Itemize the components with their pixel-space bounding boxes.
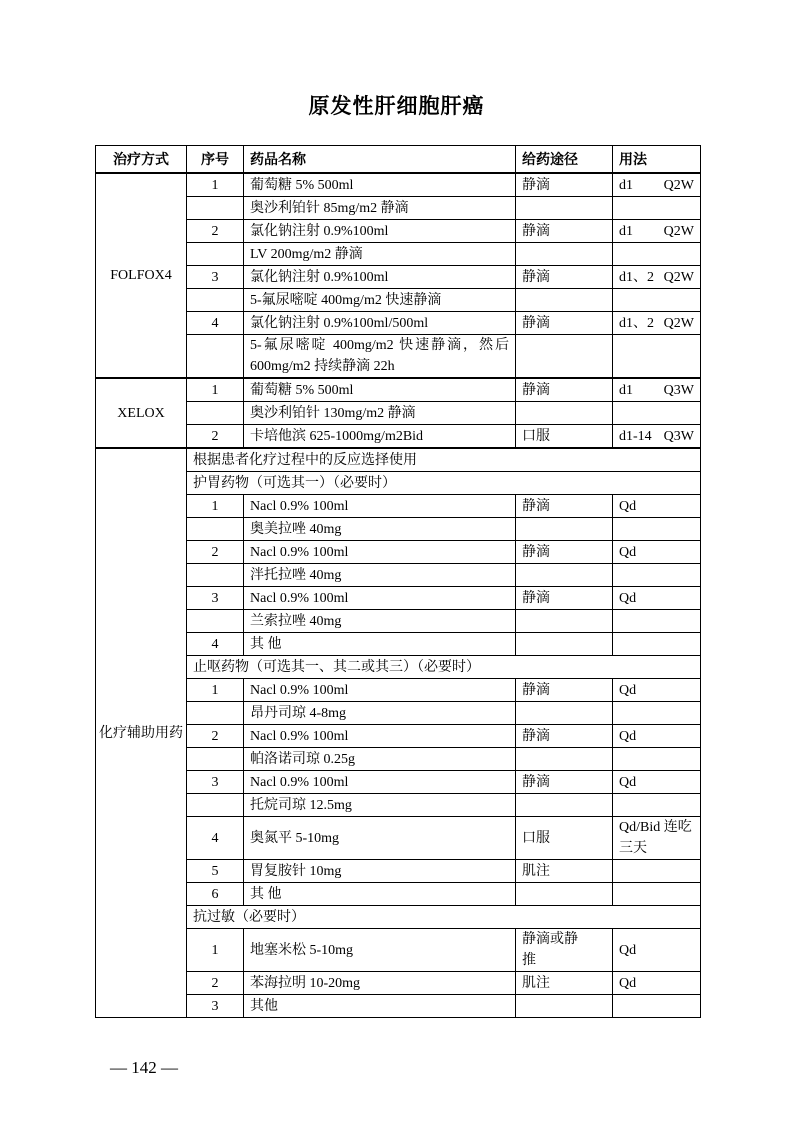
route-cell	[516, 335, 613, 379]
column-header-route: 给药途径	[516, 146, 613, 174]
table-row	[96, 587, 701, 610]
row-number-cell	[187, 243, 244, 266]
row-number-cell: 2	[187, 541, 244, 564]
usage-cell	[613, 794, 701, 817]
table-row	[96, 679, 701, 702]
route-cell	[516, 289, 613, 312]
row-number-cell: 4	[187, 817, 244, 860]
drug-name-cell: 兰索拉唑 40mg	[244, 610, 516, 633]
row-number-cell	[187, 402, 244, 425]
route-cell	[516, 312, 613, 335]
drug-name-cell: 其 他	[244, 883, 516, 906]
table-row	[96, 173, 701, 197]
drug-name-cell: 帕洛诺司琼 0.25g	[244, 748, 516, 771]
usage-text: d1、2	[619, 315, 654, 331]
route-cell	[516, 883, 613, 906]
route-text: 静滴	[522, 177, 550, 193]
drug-name-cell: 氯化钠注射 0.9%100ml/500ml	[244, 312, 516, 335]
drug-name-cell: 胃复胺针 10mg	[244, 860, 516, 883]
note-cell: 根据患者化疗过程中的反应选择使用	[187, 448, 701, 472]
column-header-number: 序号	[187, 146, 244, 174]
drug-name-cell: Nacl 0.9% 100ml	[244, 587, 516, 610]
header-row	[96, 146, 701, 174]
table-row	[96, 448, 701, 472]
route-cell	[516, 860, 613, 883]
usage-text: d1	[619, 177, 633, 193]
page-number: — 142 —	[110, 1058, 178, 1077]
table-row	[96, 883, 701, 906]
route-text: 静滴或静推	[522, 932, 578, 968]
usage-text: Q2W	[663, 315, 694, 331]
table-row	[96, 425, 701, 449]
route-cell	[516, 794, 613, 817]
usage-cell	[613, 860, 701, 883]
usage-cell: Qd/Bid 连吃三天	[613, 817, 701, 860]
row-number-cell: 3	[187, 587, 244, 610]
usage-text: Q3W	[663, 382, 694, 398]
usage-cell: Qd	[613, 495, 701, 518]
row-number-cell: 1	[187, 679, 244, 702]
drug-name-cell: 苯海拉明 10-20mg	[244, 972, 516, 995]
usage-cell: Qd	[613, 725, 701, 748]
row-number-cell: 3	[187, 771, 244, 794]
table-row	[96, 725, 701, 748]
route-cell	[516, 541, 613, 564]
table-row	[96, 564, 701, 587]
drug-name-cell: Nacl 0.9% 100ml	[244, 679, 516, 702]
table-row	[96, 610, 701, 633]
table-row	[96, 289, 701, 312]
drug-name-cell: Nacl 0.9% 100ml	[244, 541, 516, 564]
usage-cell: Qd	[613, 587, 701, 610]
route-text: 口服	[522, 428, 550, 444]
treatment-method-cell: 化疗辅助用药	[96, 448, 187, 1018]
drug-name-cell: 托烷司琼 12.5mg	[244, 794, 516, 817]
usage-text: d1	[619, 223, 633, 239]
usage-cell	[613, 402, 701, 425]
table-row	[96, 906, 701, 929]
table-row	[96, 702, 701, 725]
usage-text: Q2W	[663, 177, 694, 193]
usage-cell	[613, 173, 701, 197]
page-title: 原发性肝细胞肝癌	[308, 95, 485, 118]
table-row	[96, 266, 701, 289]
note-cell: 抗过敏（必要时）	[187, 906, 701, 929]
route-cell	[516, 972, 613, 995]
drug-name-cell: 地塞米松 5-10mg	[244, 929, 516, 972]
route-cell	[516, 995, 613, 1018]
table-row	[96, 402, 701, 425]
row-number-cell	[187, 794, 244, 817]
drug-name-cell: 氯化钠注射 0.9%100ml	[244, 266, 516, 289]
usage-cell	[613, 518, 701, 541]
route-text: 静滴	[522, 315, 550, 331]
usage-pair	[619, 221, 694, 242]
route-cell	[516, 817, 613, 860]
route-text: 静滴	[522, 682, 550, 698]
usage-text: d1-14	[619, 428, 652, 444]
drug-name-cell: 葡萄糖 5% 500ml	[244, 173, 516, 197]
drug-name-cell: 氯化钠注射 0.9%100ml	[244, 220, 516, 243]
table-row	[96, 312, 701, 335]
row-number-cell	[187, 197, 244, 220]
treatment-table	[95, 145, 701, 1018]
row-number-cell: 2	[187, 220, 244, 243]
table-row	[96, 220, 701, 243]
usage-cell	[613, 289, 701, 312]
usage-cell: Qd	[613, 972, 701, 995]
drug-name-cell: 奥氮平 5-10mg	[244, 817, 516, 860]
row-number-cell: 5	[187, 860, 244, 883]
usage-text: d1、2	[619, 269, 654, 285]
route-cell	[516, 587, 613, 610]
usage-cell: Qd	[613, 771, 701, 794]
table-row	[96, 748, 701, 771]
table-row	[96, 794, 701, 817]
treatment-method-cell: FOLFOX4	[96, 173, 187, 378]
usage-text: Q3W	[663, 428, 694, 444]
usage-cell	[613, 197, 701, 220]
row-number-cell: 1	[187, 495, 244, 518]
row-number-cell	[187, 518, 244, 541]
table-row	[96, 495, 701, 518]
table-row	[96, 518, 701, 541]
table-row	[96, 995, 701, 1018]
route-cell	[516, 725, 613, 748]
route-text: 口服	[522, 830, 550, 846]
route-cell	[516, 197, 613, 220]
drug-name-cell: 其 他	[244, 633, 516, 656]
route-cell	[516, 929, 613, 972]
usage-cell	[613, 633, 701, 656]
table-row	[96, 472, 701, 495]
route-text: 静滴	[522, 728, 550, 744]
usage-pair	[619, 426, 694, 447]
route-cell	[516, 518, 613, 541]
column-header-usage: 用法	[613, 146, 701, 174]
row-number-cell: 3	[187, 266, 244, 289]
usage-pair	[619, 267, 694, 288]
usage-pair	[619, 175, 694, 196]
table-row	[96, 972, 701, 995]
route-cell	[516, 425, 613, 449]
row-number-cell	[187, 564, 244, 587]
route-text: 静滴	[522, 590, 550, 606]
row-number-cell	[187, 702, 244, 725]
usage-cell	[613, 564, 701, 587]
route-text: 静滴	[522, 544, 550, 560]
usage-text: Q2W	[663, 269, 694, 285]
drug-name-cell: 泮托拉唑 40mg	[244, 564, 516, 587]
route-text: 静滴	[522, 774, 550, 790]
route-cell	[516, 771, 613, 794]
table-row	[96, 243, 701, 266]
route-cell	[516, 266, 613, 289]
route-cell	[516, 243, 613, 266]
usage-text: Q2W	[663, 223, 694, 239]
row-number-cell	[187, 289, 244, 312]
row-number-cell: 2	[187, 725, 244, 748]
route-cell	[516, 702, 613, 725]
route-text: 肌注	[522, 975, 550, 991]
row-number-cell: 6	[187, 883, 244, 906]
treatment-method-cell: XELOX	[96, 378, 187, 448]
drug-name-cell: 5-氟尿嘧啶 400mg/m2 快速静滴	[244, 289, 516, 312]
usage-cell	[613, 883, 701, 906]
usage-cell	[613, 378, 701, 402]
usage-cell	[613, 995, 701, 1018]
usage-pair	[619, 313, 694, 334]
route-cell	[516, 633, 613, 656]
usage-cell: Qd	[613, 679, 701, 702]
row-number-cell	[187, 610, 244, 633]
table-row	[96, 929, 701, 972]
row-number-cell: 4	[187, 633, 244, 656]
usage-text: d1	[619, 382, 633, 398]
route-cell	[516, 610, 613, 633]
column-header-drug-name: 药品名称	[244, 146, 516, 174]
usage-cell	[613, 335, 701, 379]
table-row	[96, 633, 701, 656]
row-number-cell	[187, 335, 244, 379]
table-row	[96, 860, 701, 883]
row-number-cell: 2	[187, 425, 244, 449]
row-number-cell: 1	[187, 378, 244, 402]
drug-name-cell: 奥美拉唑 40mg	[244, 518, 516, 541]
drug-name-cell: 5-氟尿嘧啶 400mg/m2 快速静滴，然后 600mg/m2 持续静滴 22h	[244, 335, 516, 379]
route-cell	[516, 679, 613, 702]
note-cell: 止呕药物（可选其一、其二或其三）（必要时）	[187, 656, 701, 679]
drug-name-cell: 奥沙利铂针 85mg/m2 静滴	[244, 197, 516, 220]
usage-cell	[613, 220, 701, 243]
usage-cell	[613, 312, 701, 335]
route-text: 静滴	[522, 269, 550, 285]
drug-name-cell: 昂丹司琼 4-8mg	[244, 702, 516, 725]
route-cell	[516, 402, 613, 425]
usage-cell	[613, 243, 701, 266]
route-cell	[516, 495, 613, 518]
drug-name-cell: 其他	[244, 995, 516, 1018]
table-body	[96, 173, 701, 1018]
route-cell	[516, 220, 613, 243]
route-cell	[516, 173, 613, 197]
note-cell: 护胃药物（可选其一）（必要时）	[187, 472, 701, 495]
table-row	[96, 378, 701, 402]
drug-name-cell: 葡萄糖 5% 500ml	[244, 378, 516, 402]
table-row	[96, 541, 701, 564]
route-text: 肌注	[522, 863, 550, 879]
drug-name-cell: Nacl 0.9% 100ml	[244, 771, 516, 794]
usage-cell	[613, 266, 701, 289]
usage-cell	[613, 702, 701, 725]
usage-cell: Qd	[613, 541, 701, 564]
row-number-cell: 1	[187, 173, 244, 197]
row-number-cell: 1	[187, 929, 244, 972]
row-number-cell: 3	[187, 995, 244, 1018]
usage-cell	[613, 748, 701, 771]
usage-pair	[619, 380, 694, 401]
column-header-treatment-method: 治疗方式	[96, 146, 187, 174]
route-cell	[516, 378, 613, 402]
usage-cell	[613, 610, 701, 633]
route-text: 静滴	[522, 223, 550, 239]
drug-name-cell: LV 200mg/m2 静滴	[244, 243, 516, 266]
drug-name-cell: 卡培他滨 625-1000mg/m2Bid	[244, 425, 516, 449]
row-number-cell: 2	[187, 972, 244, 995]
table-row	[96, 197, 701, 220]
drug-name-cell: Nacl 0.9% 100ml	[244, 495, 516, 518]
row-number-cell: 4	[187, 312, 244, 335]
table-row	[96, 656, 701, 679]
usage-cell	[613, 425, 701, 449]
table-row	[96, 771, 701, 794]
route-text: 静滴	[522, 498, 550, 514]
table-row	[96, 335, 701, 379]
route-cell	[516, 748, 613, 771]
table-row	[96, 817, 701, 860]
drug-name-cell: 奥沙利铂针 130mg/m2 静滴	[244, 402, 516, 425]
drug-name-cell: Nacl 0.9% 100ml	[244, 725, 516, 748]
route-text: 静滴	[522, 382, 550, 398]
route-cell	[516, 564, 613, 587]
row-number-cell	[187, 748, 244, 771]
usage-cell: Qd	[613, 929, 701, 972]
